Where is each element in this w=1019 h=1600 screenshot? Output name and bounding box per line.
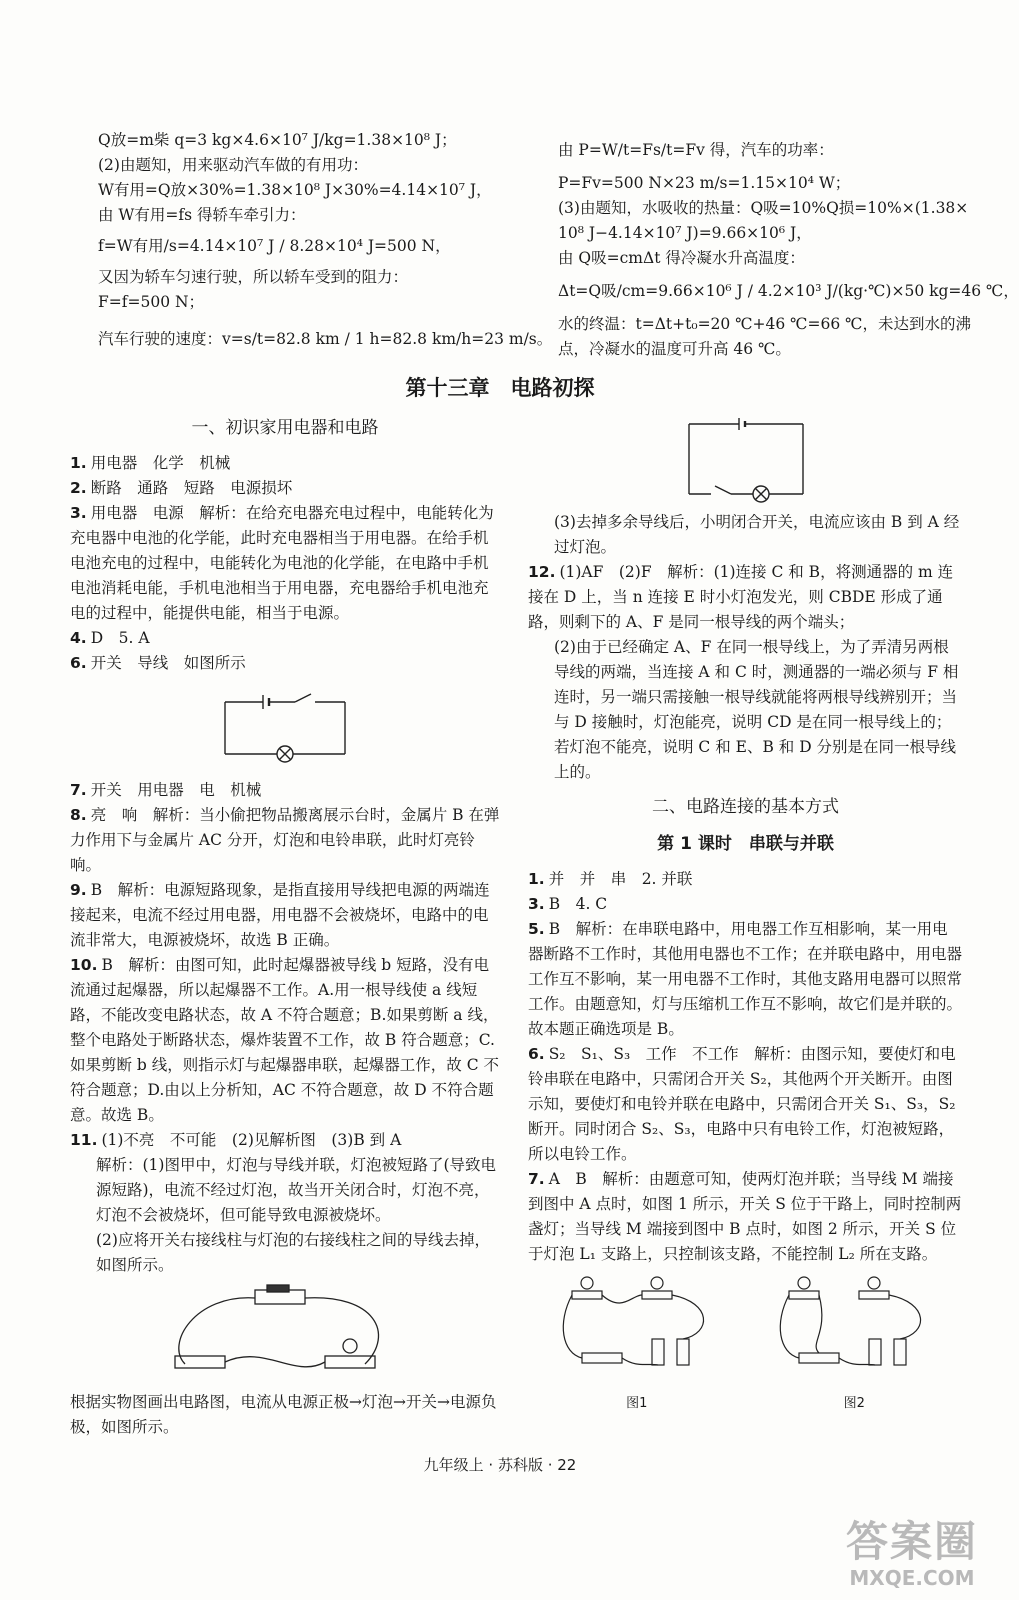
left-column-top (98, 128, 553, 352)
item-text: S₂ S₁、S₃ 工作 不工作 解析：由图示知，要使灯和电铃串联在电路中，只需闭合开关 S₂，其他两个开关断开。由图示知，要使灯和电铃并联在电路中，只需闭合开关 S₁、S₃，S₂ 断开。同时闭合 S₂、S₃，电路中只有电铃工作，灯泡被短路，所以电铃工作。 (528, 1045, 956, 1163)
item-number: 9. (70, 881, 87, 899)
left-column-body (70, 410, 500, 1440)
circuit-diagram-battery-lamp (681, 414, 811, 504)
item-number: 11. (70, 1131, 98, 1149)
answer-item (528, 560, 963, 635)
item-number: 5. (528, 920, 545, 938)
text-line: 10⁸ J−4.14×10⁷ J)=9.66×10⁶ J， (558, 224, 812, 242)
item-text: B 解析：由图可知，此时起爆器被导线 b 短路，没有电流通过起爆器，所以起爆器不工作。A.用一根导线使 a 线短路，不能改变电路状态，故 A 不符合题意；B.如果剪断 a 线，整个电路处于断路状态，爆炸装置不工作，故 B 符合题意；C.如果剪断 b 线，则指示灯与起爆器串联，起爆器工作，故 C 不符合题意；D.由以上分析知，AC 不符合题意，故 D 不符合题意。故选 B。 (70, 956, 499, 1124)
item-text: 亮 响 解析：当小偷把物品搬离展示台时，金属片 B 在弹力作用下与金属片 AC 分开，灯泡和电铃串联，此时灯亮铃响。 (70, 806, 500, 874)
analysis-text: 解析：(1)图甲中，灯泡与导线并联，灯泡被短路了(导致电源短路)，电流不经过灯泡，故当开关闭合时，灯泡不亮，灯泡不会被烧坏，但可能导致电源被烧坏。 (96, 1156, 497, 1224)
answer-item (70, 1128, 500, 1153)
item-number: 7. (70, 781, 87, 799)
item-number: 3. (70, 504, 87, 522)
answer-item (70, 778, 500, 803)
item-text: (1)AF (2)F 解析：(1)连接 C 和 B，将测通器的 m 连接在 D 上，当 n 连接 E 时小灯泡发光，则 CBDE 形成了通路，则剩下的 A、F 是同一根导线的两个端头； (528, 563, 954, 631)
analysis-text: (3)去掉多余导线后，小明闭合开关，电流应该由 B 到 A 经过灯泡。 (554, 513, 960, 556)
page-footer: 九年级上 · 苏科版 · 22 (423, 1456, 577, 1474)
item-text: 开关 导线 如图所示 (90, 654, 246, 672)
figure-2 (769, 1273, 939, 1416)
item-text: (1)不亮 不可能 (2)见解析图 (3)B 到 A (101, 1131, 402, 1149)
answer-item (70, 651, 500, 676)
text-line: 由 Q吸=cmΔt 得冷凝水升高温度： (558, 249, 805, 267)
item-text: B 4. C (548, 895, 608, 913)
section-title: 一、初识家用电器和电路 (191, 418, 379, 438)
parallel-circuit-figure-1 (552, 1273, 722, 1383)
parallel-circuit-figure-2 (769, 1273, 939, 1383)
answer-item (528, 1167, 963, 1267)
text-line: Δt=Q吸/cm=9.66×10⁶ J / 4.2×10³ J/(kg·℃)×50 kg=46 ℃， (558, 282, 1019, 300)
item-text: 用电器 化学 机械 (90, 454, 231, 472)
analysis-text: 根据实物图画出电路图，电流从电源正极→灯泡→开关→电源负极，如图所示。 (70, 1393, 497, 1436)
text-line: Q放=m柴 q=3 kg×4.6×10⁷ J/kg=1.38×10⁸ J； (98, 131, 457, 149)
item-text: 断路 通路 短路 电源损坏 (90, 479, 293, 497)
text-line: 汽车行驶的速度：v=s/t=82.8 km / 1 h=82.8 km/h=23 m/s。 (98, 330, 553, 348)
text-line: 水的终温：t=Δt+t₀=20 ℃+46 ℃=66 ℃，未达到水的沸 (558, 315, 971, 333)
text-line: (2)由题知，用来驱动汽车做的有用功： (98, 156, 368, 174)
text-line: P=Fv=500 N×23 m/s=1.15×10⁴ W； (558, 174, 851, 192)
item-number: 4. (70, 629, 87, 647)
answer-item (70, 501, 500, 626)
chapter-title: 第十三章 电路初探 (405, 376, 595, 400)
answer-item (528, 1042, 963, 1167)
physical-circuit-drawing (155, 1284, 415, 1384)
item-text: 用电器 电源 解析：在给充电器充电过程中，电能转化为充电器中电池的化学能，此时充电器相当于用电器。在给手机电池充电的过程中，电能转化为电池的化学能，在电路中手机电池消耗电能，手机电池相当于用电器，充电器给手机电池充电的过程中，能提供电能，相当于电源。 (70, 504, 494, 622)
answer-item (70, 476, 500, 501)
text-line: 由 W有用=fs 得轿车牵引力： (98, 206, 306, 224)
item-number: 6. (70, 654, 87, 672)
right-column-top (558, 138, 1019, 362)
item-number: 12. (528, 563, 556, 581)
text-line: 由 P=W/t=Fs/t=Fv 得，汽车的功率： (558, 141, 834, 159)
figure-1 (552, 1273, 722, 1416)
answer-item (528, 892, 963, 917)
item-number: 1. (528, 870, 545, 888)
lesson-title: 第 1 课时 串联与并联 (657, 834, 834, 854)
answer-item (528, 867, 963, 892)
figure-caption: 图2 (843, 1396, 865, 1411)
analysis-text: (2)应将开关右接线柱与灯泡的右接线柱之间的导线去掉，如图所示。 (96, 1231, 490, 1274)
answer-item (70, 803, 500, 878)
item-text: 开关 用电器 电 机械 (90, 781, 262, 799)
watermark-logo (824, 1518, 1000, 1600)
right-column-body (528, 408, 963, 1416)
item-number: 6. (528, 1045, 545, 1063)
answer-item (528, 917, 963, 1042)
item-number: 7. (528, 1170, 545, 1188)
item-number: 8. (70, 806, 87, 824)
answer-item (70, 878, 500, 953)
text-line: F=f=500 N； (98, 293, 205, 311)
text-line: W有用=Q放×30%=1.38×10⁸ J×30%=4.14×10⁷ J， (98, 181, 492, 199)
text-line: f=W有用/s=4.14×10⁷ J / 8.28×10⁴ J=500 N， (98, 237, 451, 255)
text-line: 又因为轿车匀速行驶，所以轿车受到的阻力： (98, 268, 409, 286)
circuit-diagram-switch-lamp (215, 682, 355, 772)
item-number: 2. (70, 479, 87, 497)
figure-caption: 图1 (626, 1396, 648, 1411)
answer-item (70, 451, 500, 476)
figure-row (528, 1273, 963, 1416)
item-text: B 解析：在串联电路中，用电器工作互相影响，某一用电器断路不工作时，其他用电器也不工作；在并联电路中，用电器工作互不影响，某一用电器不工作时，其他支路用电器可以照常工作。由题意知，灯与压缩机工作互不影响，故它们是并联的。故本题正确选项是 B。 (528, 920, 963, 1038)
item-text: D 5. A (90, 629, 150, 647)
answer-item (70, 626, 500, 651)
item-number: 1. (70, 454, 87, 472)
item-text: 并 并 串 2. 并联 (548, 870, 693, 888)
watermark-url: MXQE.COM (849, 1566, 975, 1590)
item-number: 3. (528, 895, 545, 913)
item-number: 10. (70, 956, 98, 974)
answer-item (70, 953, 500, 1128)
analysis-text: (2)由于已经确定 A、F 在同一根导线上，为了弄清另两根导线的两端，当连接 A 和 C 时，测通器的一端必须与 F 相连时，另一端只需接触一根导线就能将两根导线辨别开；当与 D 接触时，灯泡能亮，说明 CD 是在同一根导线上的；若灯泡不能亮，说明 C 和 E、B 和 D 分别是在同一根导线上的。 (554, 638, 959, 781)
item-text: A B 解析：由题意可知，使两灯泡并联；当导线 M 端接到图中 A 点时，如图 1 所示，开关 S 位于干路上，同时控制两盏灯；当导线 M 端接到图中 B 点时，如图 2 所示，开关 S 位于灯泡 L₁ 支路上，只控制该支路，不能控制 L₂ 所在支路。 (528, 1170, 962, 1263)
text-line: 点，冷凝水的温度可升高 46 ℃。 (558, 340, 791, 358)
watermark-title: 答案圈 (845, 1517, 978, 1566)
item-text: B 解析：电源短路现象，是指直接用导线把电源的两端连接起来，电流不经过用电器，用电器不会被烧坏，电路中的电流非常大，电源被烧坏，故选 B 正确。 (70, 881, 490, 949)
text-line: (3)由题知，水吸收的热量：Q吸=10%Q损=10%×(1.38× (558, 199, 969, 217)
section-title: 二、电路连接的基本方式 (652, 797, 839, 817)
